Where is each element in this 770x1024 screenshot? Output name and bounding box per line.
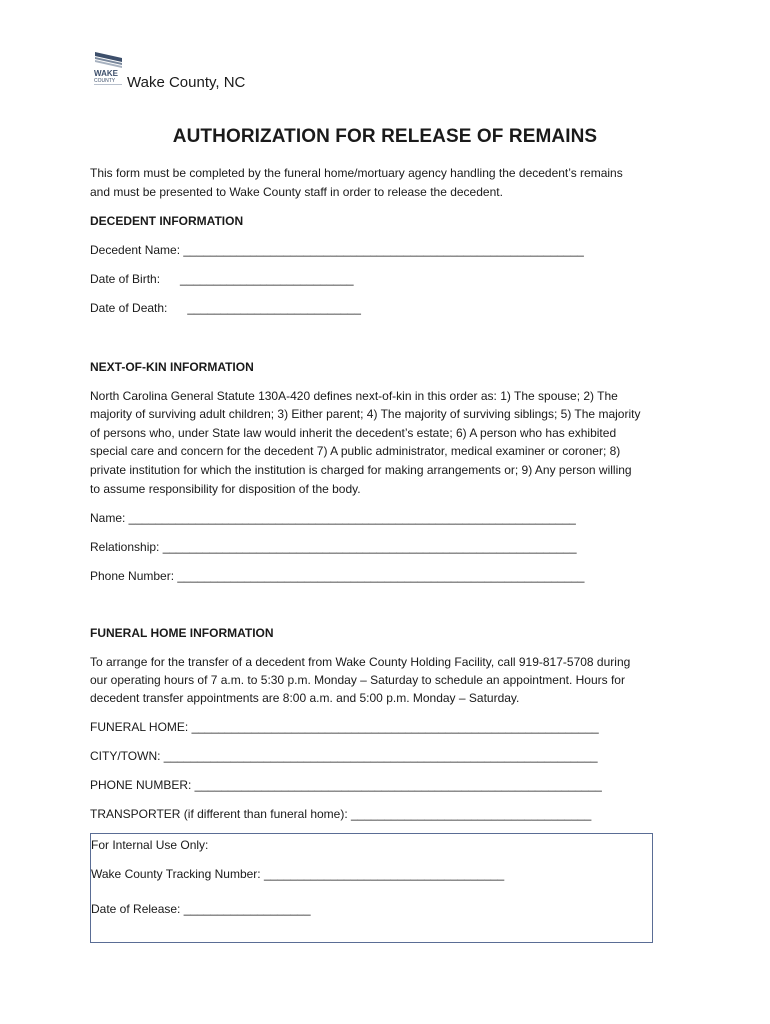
internal-use-heading: For Internal Use Only:	[91, 838, 209, 852]
decedent-heading: DECEDENT INFORMATION	[90, 214, 244, 228]
date-of-birth-field[interactable]: Date of Birth: __________________________	[90, 272, 354, 286]
statute-line: special care and concern for the decedent 7) A public administrator, medical examiner or coroner; 8)	[90, 444, 621, 458]
date-of-death-field[interactable]: Date of Death: __________________________	[90, 301, 361, 315]
funeral-home-field[interactable]: FUNERAL HOME: _____________________________________________________________	[90, 720, 599, 734]
tracking-number-field[interactable]: Wake County Tracking Number: ____________________________________	[91, 867, 505, 881]
funeral-info-line: To arrange for the transfer of a decedent from Wake County Holding Facility, call 919-817-5708 during	[90, 655, 631, 669]
intro-line-2: and must be presented to Wake County staff in order to release the decedent.	[90, 185, 503, 199]
statute-line: of persons who, under State law would inherit the decedent’s estate; 6) A person who has exhibited	[90, 426, 617, 440]
org-name: Wake County, NC	[127, 74, 246, 91]
next-of-kin-heading: NEXT-OF-KIN INFORMATION	[90, 360, 254, 374]
internal-use-box	[90, 833, 653, 943]
wake-county-logo	[92, 50, 126, 88]
next-of-kin-phone-field[interactable]: Phone Number: _____________________________________________________________	[90, 569, 585, 583]
svg-text:COUNTY: COUNTY	[94, 78, 116, 84]
statute-line: majority of surviving adult children; 3) Either parent; 4) The majority of surviving siblings; 5) The majority	[90, 407, 641, 421]
relationship-field[interactable]: Relationship: ______________________________________________________________	[90, 540, 577, 554]
funeral-phone-field[interactable]: PHONE NUMBER: _____________________________________________________________	[90, 778, 602, 792]
funeral-info-line: our operating hours of 7 a.m. to 5:30 p.m. Monday – Saturday to schedule an appointment. Hours for	[90, 673, 625, 687]
funeral-home-heading: FUNERAL HOME INFORMATION	[90, 626, 274, 640]
city-town-field[interactable]: CITY/TOWN: _________________________________________________________________	[90, 749, 598, 763]
statute-line: to assume responsibility for disposition of the body.	[90, 482, 361, 496]
statute-line: private institution for which the institution is charged for making arrangements or; 9) Any person willing	[90, 463, 632, 477]
decedent-name-field[interactable]: Decedent Name: ____________________________________________________________	[90, 243, 584, 257]
statute-line: North Carolina General Statute 130A-420 defines next-of-kin in this order as: 1) The spouse; 2) The	[90, 389, 618, 403]
page-title: AUTHORIZATION FOR RELEASE OF REMAINS	[172, 126, 598, 147]
funeral-info-line: decedent transfer appointments are 8:00 a.m. and 5:00 p.m. Monday – Saturday.	[90, 691, 520, 705]
next-of-kin-name-field[interactable]: Name: ___________________________________________________________________	[90, 511, 576, 525]
intro-line-1: This form must be completed by the funeral home/mortuary agency handling the decedent’s remains	[90, 166, 623, 180]
date-of-release-field[interactable]: Date of Release: ___________________	[91, 902, 311, 916]
transporter-field[interactable]: TRANSPORTER (if different than funeral home): ____________________________________	[90, 807, 592, 821]
svg-text:WAKE: WAKE	[94, 69, 118, 78]
